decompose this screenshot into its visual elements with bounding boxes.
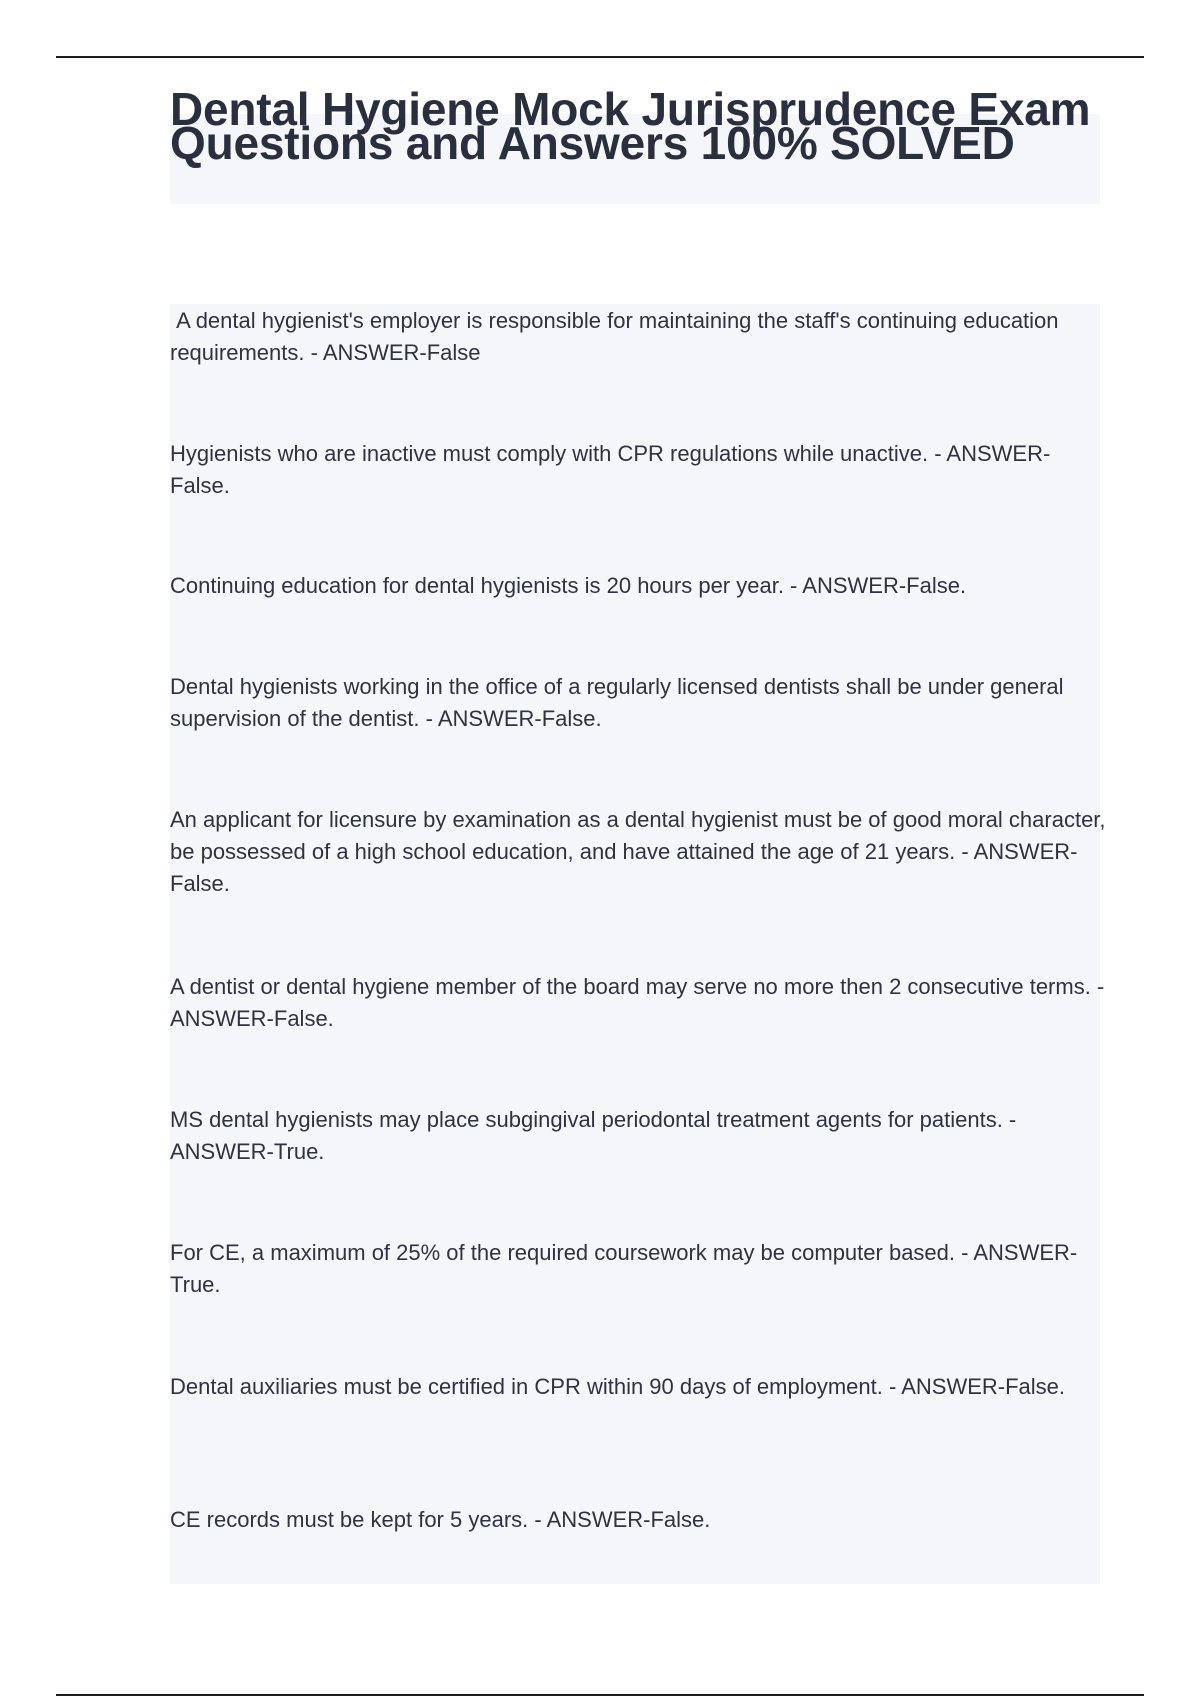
qa-item: For CE, a maximum of 25% of the required coursework may be computer based. - ANSWER-True. [170,1240,1078,1297]
qa-item: A dental hygienist's employer is responsible for maintaining the staff's continuing education requirements. - ANSWER-False [170,308,1065,365]
qa-item: An applicant for licensure by examination as a dental hygienist must be of good moral character, be possessed of a high school education, and have attained the age of 21 years. - ANSWER-False. [170,807,1112,896]
top-rule [56,56,1144,58]
qa-item: Dental hygienists working in the office of a regularly licensed dentists shall be under general supervision of the dentist. - ANSWER-False. [170,674,1070,731]
qa-item: Dental auxiliaries must be certified in CPR within 90 days of employment. - ANSWER-False. [170,1374,1066,1399]
bottom-rule [56,1694,1144,1696]
qa-item: Hygienists who are inactive must comply with CPR regulations while unactive. - ANSWER-False. [170,441,1051,498]
qa-item: MS dental hygienists may place subgingival periodontal treatment agents for patients. - ANSWER-True. [170,1107,1022,1164]
qa-item: A dentist or dental hygiene member of the board may serve no more then 2 consecutive terms. - ANSWER-False. [170,974,1110,1031]
qa-item: Continuing education for dental hygienists is 20 hours per year. - ANSWER-False. [170,573,967,598]
document-title: Dental Hygiene Mock Jurisprudence Exam Questions and Answers 100% SOLVED [170,83,1091,170]
qa-item: CE records must be kept for 5 years. - ANSWER-False. [170,1507,711,1532]
